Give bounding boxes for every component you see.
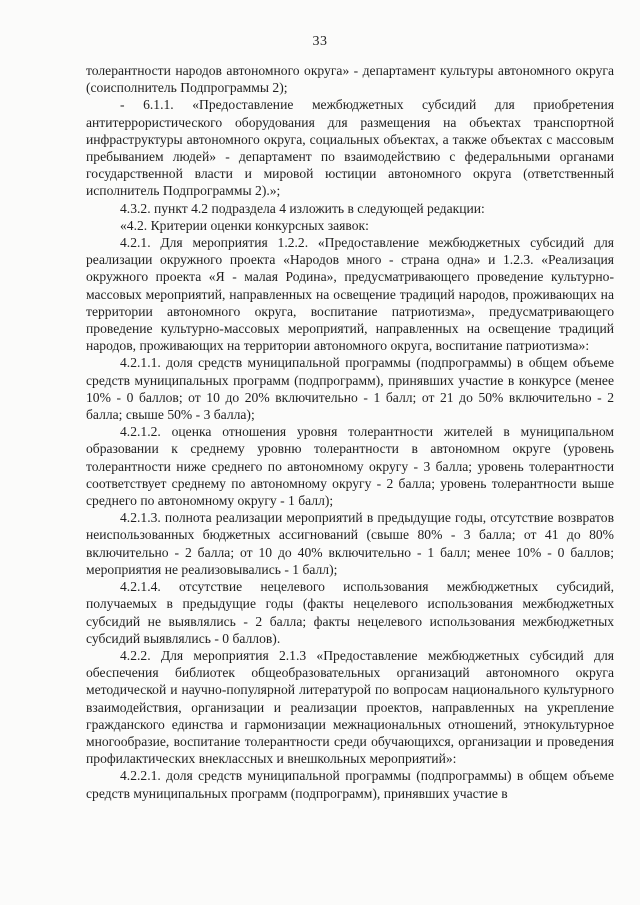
paragraph: 4.2.1.3. полнота реализации мероприятий в предыдущие годы, отсутствие возвратов неиспользованных бюджетных ассигнований (свыше 80% - 3 балла; от 41 до 80% включительно - 2 балла; от 10 до 40% включительно - 1 балл; менее 10% - 0 баллов; мероприятия не реализовывались - 1 балл); [86,510,614,577]
paragraph: 4.2.1.4. отсутствие нецелевого использования межбюджетных субсидий, получаемых в предыдущие годы (факты нецелевого использования межбюджетных субсидий не выявлялись - 2 балла; факты нецелевого использования межбюджетных субсидий выявлялись - 0 баллов). [86,579,614,646]
document-body [86,62,614,802]
paragraph: 4.2.2.1. доля средств муниципальной программы (подпрограммы) в общем объеме средств муниципальных программ (подпрограмм), принявших участие в [86,768,614,801]
paragraph: 4.2.2. Для мероприятия 2.1.3 «Предоставление межбюджетных субсидий для обеспечения библиотек общеобразовательных организаций автономного округа методической и научно-популярной литературой по вопросам национального культурного взаимодействия, организации и реализации проектов, направленных на укрепление гражданского единства и гармонизации межнациональных отношений, этнокультурное многообразие, воспитание толерантности среди обучающихся, организации и проведения профилактических внеклассных и внешкольных мероприятий»: [86,647,614,767]
paragraph: «4.2. Критерии оценки конкурсных заявок: [120,217,369,233]
paragraph: - 6.1.1. «Предоставление межбюджетных субсидий для приобретения антитеррористического оборудования для размещения на объектах транспортной инфраструктуры автономного округа, социальных объектах, а также объектах с массовым пребыванием людей» - департамент по взаимодействию с федеральными органами государственной власти и мировой юстиции автономного округа (ответственный исполнитель Подпрограммы 2).»; [86,97,614,199]
page-number: 33 [312,34,328,49]
paragraph: 4.2.1. Для мероприятия 1.2.2. «Предоставление межбюджетных субсидий для реализации окружного проекта «Народов много - страна одна» и 1.2.3. «Реализация окружного проекта «Я - малая Родина», предусматривающего проведение культурно-массовых мероприятий, направленных на освещение традиций народов, проживающих на территории автономного округа, воспитание патриотизма», предусматривающего проведение культурно-массовых мероприятий, направленных на освещение традиций народов, проживающих на территории автономного округа, воспитание патриотизма»: [86,235,614,354]
paragraph: 4.3.2. пункт 4.2 подраздела 4 изложить в следующей редакции: [120,200,485,216]
paragraph: 4.2.1.2. оценка отношения уровня толерантности жителей в муниципальном образовании к среднему уровню толерантности в автономном округе (уровень толерантности ниже среднего по автономному округу - 3 балла; уровень толерантности соответствует среднему по автономному округу - 2 балла; уровень толерантности выше среднего по автономному округу - 1 балл); [86,424,614,509]
paragraph: 4.2.1.1. доля средств муниципальной программы (подпрограммы) в общем объеме средств муниципальных программ (подпрограмм), принявших участие в конкурсе (менее 10% - 0 баллов; от 10 до 20% включительно - 1 балл; от 21 до 50% включительно - 2 балла; свыше 50% - 3 балла); [86,355,614,423]
paragraph: толерантности народов автономного округа» - департамент культуры автономного округа (соисполнитель Подпрограммы 2); [86,63,614,96]
